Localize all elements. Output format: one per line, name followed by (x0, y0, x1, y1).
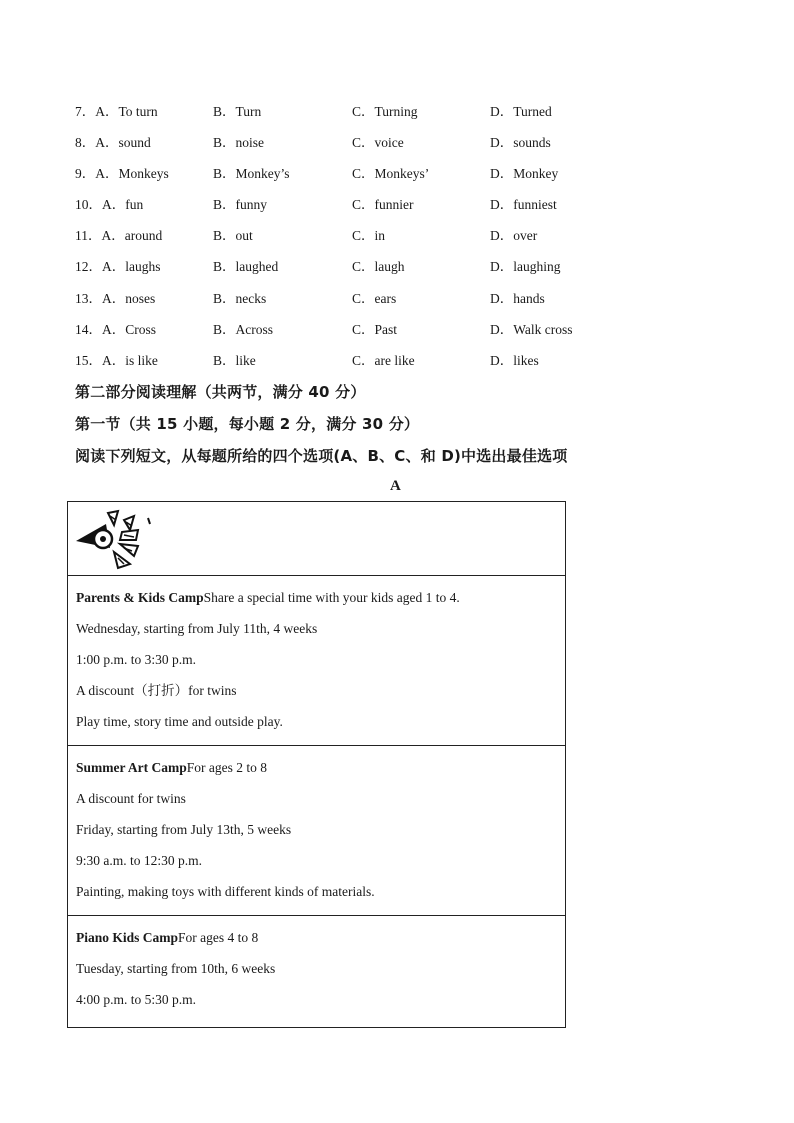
option-a: 12．A．laughs (75, 259, 161, 275)
option-b: B．Monkey’s (213, 166, 290, 182)
logo-cell (68, 502, 565, 576)
camp-ad-table (67, 501, 566, 1028)
camp-line: Friday, starting from July 13th, 5 weeks (76, 822, 292, 837)
camp-line: 9:30 a.m. to 12:30 p.m. (76, 853, 202, 868)
camp-name: Parents & Kids Camp (76, 590, 204, 605)
option-d: D．likes (490, 352, 539, 368)
camp-line: Painting, making toys with different kinds of materials. (76, 884, 375, 899)
option-b: B．funny (213, 197, 267, 213)
camp-parents-kids (68, 576, 565, 746)
part-title: 第二部分阅读理解（共两节，满分 40 分） (75, 383, 366, 401)
option-a: 15．A．is like (75, 352, 158, 368)
option-d: D．Monkey (490, 166, 559, 182)
camp-summer-art (68, 746, 565, 916)
option-c: C．voice (352, 135, 404, 151)
camp-header (76, 588, 557, 619)
option-b: B．Across (213, 321, 273, 337)
option-b: B．Turn (213, 104, 262, 119)
option-d: D．funniest (490, 197, 557, 213)
instruction: 阅读下列短文，从每题所给的四个选项(A、B、C、和 D)中选出最佳选项 (75, 447, 568, 465)
camp-line: Tuesday, starting from 10th, 6 weeks (76, 961, 276, 976)
option-a: 7．A．To turn (75, 104, 158, 119)
option-a: 8．A．sound (75, 135, 151, 151)
option-d: D．over (490, 228, 538, 244)
option-a: 11．A．around (75, 228, 163, 244)
option-b: B．laughed (213, 259, 279, 275)
option-c: C．are like (352, 352, 415, 368)
option-a: 9．A．Monkeys (75, 166, 169, 182)
option-b: B．out (213, 228, 253, 244)
option-c: C．Monkeys’ (352, 166, 430, 182)
option-b: B．like (213, 352, 256, 368)
camp-line: A discount for twins (76, 791, 186, 806)
option-a: 14．A．Cross (75, 321, 157, 337)
option-a: 10．A．fun (75, 197, 144, 213)
camp-line: Play time, story time and outside play. (76, 714, 283, 729)
camp-name: Piano Kids Camp (76, 930, 179, 945)
camp-line: For ages 4 to 8 (178, 930, 259, 945)
camp-header (76, 928, 557, 959)
option-a: 13．A．noses (75, 290, 156, 306)
sun-logo-icon (74, 508, 156, 572)
option-c: C．ears (352, 290, 397, 306)
camp-line: For ages 2 to 8 (186, 760, 267, 775)
option-c: C．Turning (352, 104, 418, 119)
option-d: D．hands (490, 290, 545, 306)
camp-line: 1:00 p.m. to 3:30 p.m. (76, 652, 197, 667)
passage-label: A (390, 478, 401, 494)
camp-piano-kids (68, 916, 565, 1027)
option-c: C．laugh (352, 259, 405, 275)
option-c: C．in (352, 228, 386, 244)
camp-header (76, 758, 557, 789)
option-d: D．Turned (490, 104, 552, 119)
option-d: D．laughing (490, 259, 561, 275)
option-d: D．sounds (490, 135, 551, 151)
option-b: B．necks (213, 290, 267, 306)
camp-line: 4:00 p.m. to 5:30 p.m. (76, 992, 197, 1007)
option-c: C．Past (352, 321, 398, 337)
camp-line: Wednesday, starting from July 11th, 4 weeks (76, 621, 318, 636)
camp-line: A discount（打折）for twins (76, 683, 237, 698)
option-b: B．noise (213, 135, 265, 151)
camp-name: Summer Art Camp (76, 760, 187, 775)
option-d: D．Walk cross (490, 321, 573, 337)
camp-line: Share a special time with your kids aged 1 to 4. (203, 590, 460, 605)
option-c: C．funnier (352, 197, 414, 213)
subsection-title: 第一节（共 15 小题，每小题 2 分，满分 30 分） (75, 415, 420, 433)
